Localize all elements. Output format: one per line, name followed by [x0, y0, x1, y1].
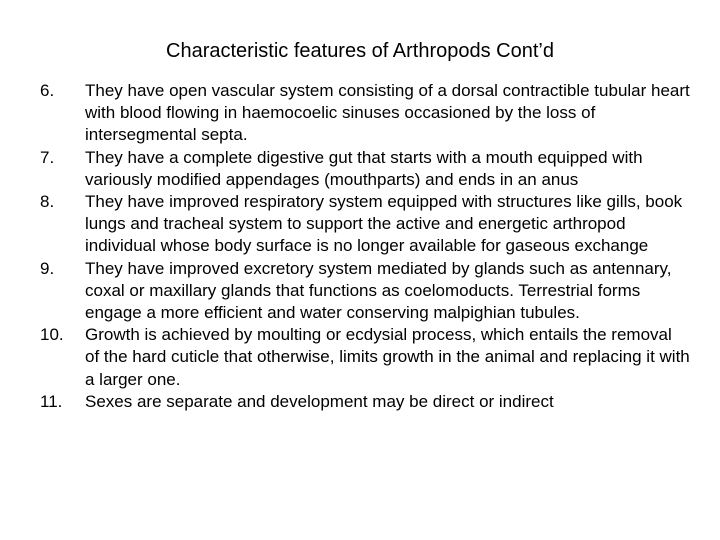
item-number: 10. — [40, 325, 64, 345]
item-number: 9. — [40, 258, 55, 278]
item-number: 11. — [40, 391, 63, 411]
list-item — [40, 258, 690, 325]
list-item — [40, 147, 690, 191]
list-item — [40, 324, 690, 391]
item-text: They have improved excretory system mediated by glands such as antennary, coxal or maxillary glands that functions as coelomoducts. Terrestrial forms engage a more efficient and water conserving malpighian tubules. — [85, 258, 672, 323]
feature-list — [40, 80, 690, 413]
item-text: Sexes are separate and development may be direct or indirect — [85, 391, 554, 411]
item-number: 7. — [40, 147, 55, 167]
list-item — [40, 80, 690, 147]
item-text: They have improved respiratory system equipped with structures like gills, book lungs and tracheal system to support the active and energetic arthropod individual whose body surface is no longer available for gaseous exchange — [85, 192, 683, 256]
list-item — [40, 391, 690, 413]
item-number: 8. — [40, 192, 55, 212]
item-text: They have a complete digestive gut that starts with a mouth equipped with variously modified appendages (mouthparts) and ends in an anus — [85, 147, 643, 189]
item-text: They have open vascular system consisting of a dorsal contractible tubular heart with blood flowing in haemocoelic sinuses occasioned by the loss of intersegmental septa. — [85, 81, 690, 145]
item-number: 6. — [40, 81, 55, 100]
list-item — [40, 191, 690, 258]
item-text: Growth is achieved by moulting or ecdysial process, which entails the removal of the hard cuticle that otherwise, limits growth in the animal and replacing it with a larger one. — [85, 325, 690, 389]
slide-title: Characteristic features of Arthropods Cont’d — [166, 40, 554, 62]
